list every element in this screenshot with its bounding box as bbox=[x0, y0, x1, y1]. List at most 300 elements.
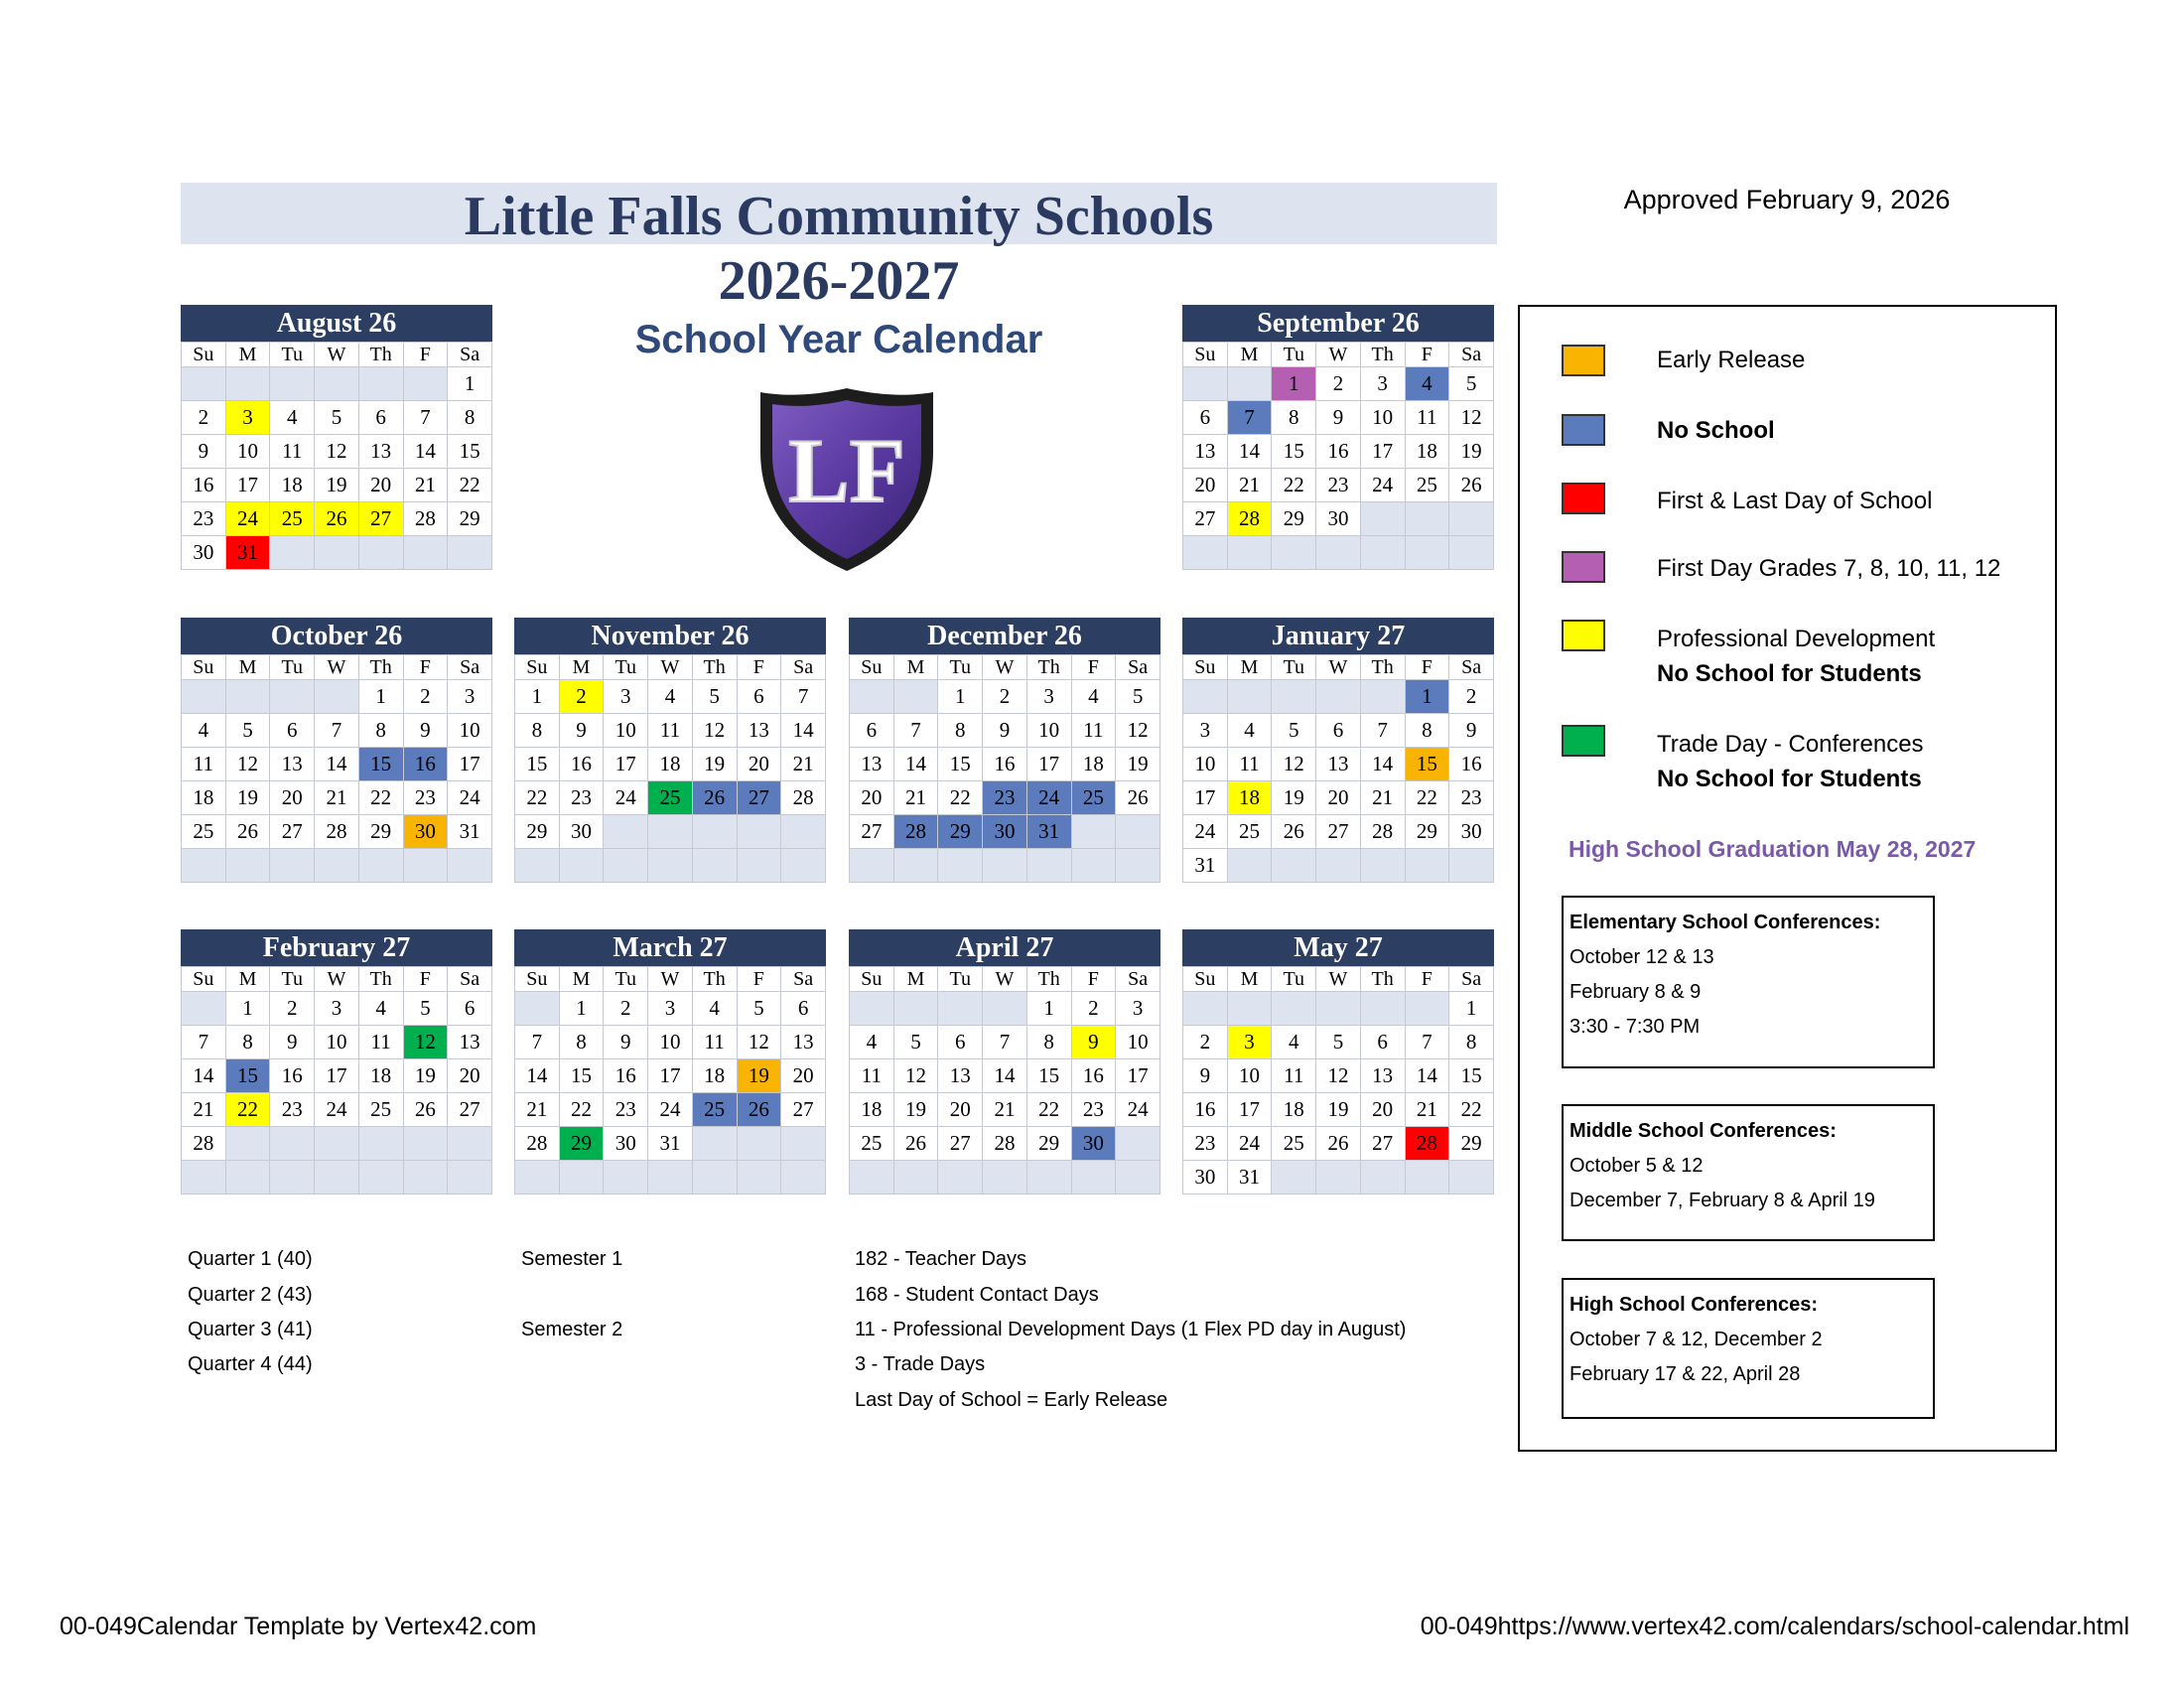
month-title: October 26 bbox=[181, 618, 492, 654]
day-cell: 25 bbox=[1227, 815, 1272, 849]
day-cell: 16 bbox=[1449, 748, 1494, 781]
day-cell: 20 bbox=[938, 1093, 983, 1127]
day-cell: 11 bbox=[692, 1026, 737, 1059]
empty-day-cell bbox=[358, 1161, 403, 1195]
weekday-header: M bbox=[893, 655, 938, 680]
empty-day-cell bbox=[1449, 502, 1494, 536]
day-cell: 9 bbox=[983, 714, 1027, 748]
weekday-header: Tu bbox=[270, 967, 315, 992]
empty-day-cell bbox=[225, 1127, 270, 1161]
month-title: February 27 bbox=[181, 929, 492, 966]
month-grid bbox=[1182, 654, 1494, 883]
day-cell: 7 bbox=[515, 1026, 560, 1059]
weekday-header: W bbox=[983, 655, 1027, 680]
day-cell: 3 bbox=[448, 680, 492, 714]
month-title: May 27 bbox=[1182, 929, 1494, 966]
empty-day-cell bbox=[559, 849, 604, 883]
high-school-conferences-title: High School Conferences: bbox=[1570, 1294, 1819, 1316]
quarter-2: Quarter 2 (43) bbox=[188, 1284, 313, 1306]
quarter-1: Quarter 1 (40) bbox=[188, 1248, 313, 1270]
legend-swatch-no-school bbox=[1562, 414, 1605, 446]
empty-day-cell bbox=[270, 849, 315, 883]
month-grid bbox=[1182, 966, 1494, 1195]
empty-day-cell bbox=[1183, 536, 1228, 570]
day-cell: 6 bbox=[850, 714, 894, 748]
month-grid bbox=[1182, 342, 1494, 570]
day-cell: 8 bbox=[938, 714, 983, 748]
day-cell: 8 bbox=[559, 1026, 604, 1059]
semester-1: Semester 1 bbox=[521, 1248, 623, 1270]
empty-day-cell bbox=[1183, 992, 1228, 1026]
weekday-header: Su bbox=[1183, 343, 1228, 367]
day-cell: 28 bbox=[1405, 1127, 1449, 1161]
day-cell: 30 bbox=[1449, 815, 1494, 849]
empty-day-cell bbox=[1360, 849, 1405, 883]
day-cell: 2 bbox=[983, 680, 1027, 714]
weekday-header: Th bbox=[358, 655, 403, 680]
month-title: January 27 bbox=[1182, 618, 1494, 654]
day-cell: 31 bbox=[1026, 815, 1071, 849]
day-cell: 1 bbox=[448, 367, 492, 401]
empty-day-cell bbox=[604, 849, 648, 883]
day-cell: 14 bbox=[983, 1059, 1027, 1093]
empty-day-cell bbox=[358, 367, 403, 401]
empty-day-cell bbox=[1071, 1161, 1116, 1195]
day-cell: 8 bbox=[1405, 714, 1449, 748]
day-cell: 6 bbox=[270, 714, 315, 748]
empty-day-cell bbox=[648, 849, 693, 883]
weekday-header: M bbox=[559, 967, 604, 992]
day-cell: 15 bbox=[938, 748, 983, 781]
day-cell: 22 bbox=[1449, 1093, 1494, 1127]
empty-day-cell bbox=[225, 367, 270, 401]
weekday-header: M bbox=[1227, 967, 1272, 992]
day-cell: 26 bbox=[692, 781, 737, 815]
day-cell: 4 bbox=[270, 401, 315, 435]
empty-day-cell bbox=[1183, 367, 1228, 401]
empty-day-cell bbox=[1405, 849, 1449, 883]
day-cell: 10 bbox=[448, 714, 492, 748]
weekday-header: Su bbox=[182, 343, 226, 367]
day-cell: 5 bbox=[737, 992, 781, 1026]
weekday-header: Su bbox=[1183, 655, 1228, 680]
day-cell: 3 bbox=[1116, 992, 1160, 1026]
empty-day-cell bbox=[1272, 536, 1316, 570]
month-calendar bbox=[514, 618, 826, 883]
day-cell: 25 bbox=[182, 815, 226, 849]
day-cell: 9 bbox=[1183, 1059, 1228, 1093]
empty-day-cell bbox=[893, 680, 938, 714]
day-cell: 20 bbox=[737, 748, 781, 781]
day-cell: 14 bbox=[1360, 748, 1405, 781]
footer-url: 00-049https://www.vertex42.com/calendars/school-calendar.html bbox=[1420, 1613, 2129, 1640]
weekday-header: Th bbox=[692, 655, 737, 680]
empty-day-cell bbox=[737, 849, 781, 883]
weekday-header: Sa bbox=[1449, 343, 1494, 367]
day-cell: 15 bbox=[559, 1059, 604, 1093]
empty-day-cell bbox=[692, 1127, 737, 1161]
weekday-header: M bbox=[1227, 343, 1272, 367]
empty-day-cell bbox=[515, 849, 560, 883]
day-cell: 11 bbox=[1071, 714, 1116, 748]
day-cell: 11 bbox=[1272, 1059, 1316, 1093]
day-cell: 29 bbox=[1026, 1127, 1071, 1161]
day-cell: 2 bbox=[182, 401, 226, 435]
empty-day-cell bbox=[983, 849, 1027, 883]
day-cell: 19 bbox=[1449, 435, 1494, 469]
day-cell: 12 bbox=[1116, 714, 1160, 748]
weekday-header: Su bbox=[182, 655, 226, 680]
month-calendar bbox=[181, 929, 492, 1195]
day-cell: 8 bbox=[515, 714, 560, 748]
day-cell: 13 bbox=[1360, 1059, 1405, 1093]
day-cell: 20 bbox=[850, 781, 894, 815]
weekday-header: W bbox=[315, 343, 359, 367]
weekday-header: W bbox=[1316, 967, 1361, 992]
day-cell: 1 bbox=[515, 680, 560, 714]
middle-conferences-line: October 5 & 12 bbox=[1570, 1155, 1704, 1177]
weekday-header: W bbox=[1316, 655, 1361, 680]
month-calendar bbox=[181, 305, 492, 570]
day-cell: 12 bbox=[893, 1059, 938, 1093]
day-cell: 16 bbox=[1183, 1093, 1228, 1127]
middle-conferences-line: December 7, February 8 & April 19 bbox=[1570, 1190, 1875, 1211]
month-calendar bbox=[514, 929, 826, 1195]
day-cell: 22 bbox=[1026, 1093, 1071, 1127]
empty-day-cell bbox=[270, 1127, 315, 1161]
elementary-conferences-title: Elementary School Conferences: bbox=[1570, 912, 1881, 933]
month-title: August 26 bbox=[181, 305, 492, 342]
day-cell: 3 bbox=[604, 680, 648, 714]
day-cell: 14 bbox=[781, 714, 826, 748]
weekday-header: Su bbox=[515, 967, 560, 992]
empty-day-cell bbox=[1405, 502, 1449, 536]
day-cell: 15 bbox=[1449, 1059, 1494, 1093]
day-cell: 16 bbox=[983, 748, 1027, 781]
middle-conferences-box bbox=[1562, 1104, 1935, 1241]
empty-day-cell bbox=[1116, 1161, 1160, 1195]
day-cell: 30 bbox=[604, 1127, 648, 1161]
day-cell: 30 bbox=[403, 815, 448, 849]
empty-day-cell bbox=[737, 1161, 781, 1195]
calendar-subtitle: School Year Calendar bbox=[634, 318, 1043, 361]
day-cell: 17 bbox=[1227, 1093, 1272, 1127]
day-cell: 6 bbox=[781, 992, 826, 1026]
day-cell: 1 bbox=[225, 992, 270, 1026]
month-calendar bbox=[1182, 929, 1494, 1195]
day-cell: 31 bbox=[448, 815, 492, 849]
day-cell: 2 bbox=[270, 992, 315, 1026]
empty-day-cell bbox=[403, 849, 448, 883]
weekday-header: Su bbox=[850, 655, 894, 680]
day-cell: 15 bbox=[358, 748, 403, 781]
legend-swatch-first-day-grades bbox=[1562, 551, 1605, 583]
day-cell: 12 bbox=[737, 1026, 781, 1059]
day-cell: 14 bbox=[515, 1059, 560, 1093]
empty-day-cell bbox=[403, 1127, 448, 1161]
day-cell: 24 bbox=[604, 781, 648, 815]
day-cell: 21 bbox=[983, 1093, 1027, 1127]
weekday-header: M bbox=[225, 343, 270, 367]
day-cell: 19 bbox=[403, 1059, 448, 1093]
day-cell: 6 bbox=[1316, 714, 1361, 748]
day-cell: 12 bbox=[1316, 1059, 1361, 1093]
day-cell: 4 bbox=[692, 992, 737, 1026]
empty-day-cell bbox=[781, 815, 826, 849]
day-cell: 27 bbox=[1316, 815, 1361, 849]
weekday-header: W bbox=[315, 655, 359, 680]
day-cell: 1 bbox=[1272, 367, 1316, 401]
day-cell: 13 bbox=[737, 714, 781, 748]
month-grid bbox=[181, 654, 492, 883]
day-cell: 29 bbox=[1449, 1127, 1494, 1161]
day-cell: 28 bbox=[781, 781, 826, 815]
day-cell: 15 bbox=[225, 1059, 270, 1093]
day-cell: 17 bbox=[648, 1059, 693, 1093]
day-cell: 17 bbox=[448, 748, 492, 781]
day-cell: 9 bbox=[270, 1026, 315, 1059]
empty-day-cell bbox=[225, 680, 270, 714]
day-cell: 10 bbox=[1116, 1026, 1160, 1059]
day-cell: 21 bbox=[1227, 469, 1272, 502]
day-cell: 23 bbox=[1316, 469, 1361, 502]
day-cell: 21 bbox=[781, 748, 826, 781]
day-cell: 10 bbox=[225, 435, 270, 469]
empty-day-cell bbox=[1449, 849, 1494, 883]
empty-day-cell bbox=[781, 1161, 826, 1195]
empty-day-cell bbox=[315, 680, 359, 714]
day-cell: 23 bbox=[1449, 781, 1494, 815]
day-cell: 18 bbox=[270, 469, 315, 502]
elementary-conferences-line: October 12 & 13 bbox=[1570, 946, 1714, 968]
day-cell: 19 bbox=[1272, 781, 1316, 815]
day-cell: 25 bbox=[1405, 469, 1449, 502]
weekday-header: Tu bbox=[1272, 655, 1316, 680]
empty-day-cell bbox=[515, 992, 560, 1026]
weekday-header: Th bbox=[1360, 967, 1405, 992]
day-cell: 21 bbox=[893, 781, 938, 815]
day-cell: 4 bbox=[1071, 680, 1116, 714]
weekday-header: M bbox=[559, 655, 604, 680]
semester-2: Semester 2 bbox=[521, 1319, 623, 1340]
empty-day-cell bbox=[1360, 536, 1405, 570]
month-title: March 27 bbox=[514, 929, 826, 966]
month-grid bbox=[514, 966, 826, 1195]
empty-day-cell bbox=[1183, 680, 1228, 714]
empty-day-cell bbox=[781, 1127, 826, 1161]
day-cell: 13 bbox=[938, 1059, 983, 1093]
day-cell: 7 bbox=[315, 714, 359, 748]
month-title: April 27 bbox=[849, 929, 1160, 966]
day-cell: 22 bbox=[559, 1093, 604, 1127]
day-cell: 20 bbox=[1360, 1093, 1405, 1127]
day-cell: 12 bbox=[315, 435, 359, 469]
weekday-header: Tu bbox=[604, 655, 648, 680]
empty-day-cell bbox=[1272, 1161, 1316, 1195]
legend-swatch-professional-development bbox=[1562, 620, 1605, 651]
empty-day-cell bbox=[692, 849, 737, 883]
day-cell: 5 bbox=[1316, 1026, 1361, 1059]
empty-day-cell bbox=[1116, 849, 1160, 883]
day-cell: 14 bbox=[403, 435, 448, 469]
month-grid bbox=[181, 342, 492, 570]
empty-day-cell bbox=[270, 1161, 315, 1195]
day-cell: 14 bbox=[893, 748, 938, 781]
elementary-conferences-line: 3:30 - 7:30 PM bbox=[1570, 1016, 1701, 1038]
empty-day-cell bbox=[1227, 680, 1272, 714]
day-cell: 11 bbox=[1227, 748, 1272, 781]
day-cell: 6 bbox=[448, 992, 492, 1026]
day-cell: 19 bbox=[692, 748, 737, 781]
empty-day-cell bbox=[1360, 992, 1405, 1026]
empty-day-cell bbox=[1272, 680, 1316, 714]
empty-day-cell bbox=[182, 1161, 226, 1195]
trade-days: 3 - Trade Days bbox=[855, 1353, 986, 1375]
day-cell: 3 bbox=[648, 992, 693, 1026]
day-cell: 29 bbox=[559, 1127, 604, 1161]
day-cell: 9 bbox=[1071, 1026, 1116, 1059]
empty-day-cell bbox=[1071, 815, 1116, 849]
day-cell: 11 bbox=[1405, 401, 1449, 435]
day-cell: 10 bbox=[1360, 401, 1405, 435]
empty-day-cell bbox=[1316, 680, 1361, 714]
day-cell: 11 bbox=[270, 435, 315, 469]
day-cell: 24 bbox=[1026, 781, 1071, 815]
day-cell: 24 bbox=[1116, 1093, 1160, 1127]
empty-day-cell bbox=[938, 992, 983, 1026]
day-cell: 17 bbox=[1360, 435, 1405, 469]
day-cell: 3 bbox=[1227, 1026, 1272, 1059]
day-cell: 12 bbox=[1272, 748, 1316, 781]
day-cell: 25 bbox=[1272, 1127, 1316, 1161]
day-cell: 15 bbox=[1272, 435, 1316, 469]
empty-day-cell bbox=[182, 849, 226, 883]
weekday-header: Sa bbox=[781, 655, 826, 680]
day-cell: 30 bbox=[983, 815, 1027, 849]
student-contact-days: 168 - Student Contact Days bbox=[855, 1284, 1099, 1306]
day-cell: 7 bbox=[182, 1026, 226, 1059]
empty-day-cell bbox=[1116, 815, 1160, 849]
day-cell: 12 bbox=[403, 1026, 448, 1059]
day-cell: 16 bbox=[604, 1059, 648, 1093]
day-cell: 21 bbox=[515, 1093, 560, 1127]
empty-day-cell bbox=[1405, 536, 1449, 570]
day-cell: 31 bbox=[1227, 1161, 1272, 1195]
day-cell: 13 bbox=[781, 1026, 826, 1059]
day-cell: 28 bbox=[983, 1127, 1027, 1161]
month-title: December 26 bbox=[849, 618, 1160, 654]
empty-day-cell bbox=[1026, 849, 1071, 883]
day-cell: 23 bbox=[1183, 1127, 1228, 1161]
day-cell: 15 bbox=[448, 435, 492, 469]
day-cell: 30 bbox=[182, 536, 226, 570]
day-cell: 28 bbox=[1227, 502, 1272, 536]
day-cell: 25 bbox=[648, 781, 693, 815]
day-cell: 26 bbox=[737, 1093, 781, 1127]
day-cell: 8 bbox=[1026, 1026, 1071, 1059]
empty-day-cell bbox=[1316, 536, 1361, 570]
empty-day-cell bbox=[182, 367, 226, 401]
weekday-header: F bbox=[403, 655, 448, 680]
empty-day-cell bbox=[1071, 849, 1116, 883]
day-cell: 12 bbox=[692, 714, 737, 748]
weekday-header: Tu bbox=[270, 655, 315, 680]
day-cell: 24 bbox=[1227, 1127, 1272, 1161]
day-cell: 31 bbox=[1183, 849, 1228, 883]
day-cell: 4 bbox=[182, 714, 226, 748]
day-cell: 26 bbox=[1116, 781, 1160, 815]
empty-day-cell bbox=[315, 367, 359, 401]
day-cell: 2 bbox=[1316, 367, 1361, 401]
empty-day-cell bbox=[938, 849, 983, 883]
day-cell: 19 bbox=[225, 781, 270, 815]
day-cell: 22 bbox=[1405, 781, 1449, 815]
weekday-header: M bbox=[225, 967, 270, 992]
day-cell: 2 bbox=[1449, 680, 1494, 714]
day-cell: 18 bbox=[648, 748, 693, 781]
weekday-header: Tu bbox=[1272, 967, 1316, 992]
month-calendar bbox=[1182, 305, 1494, 570]
day-cell: 19 bbox=[1316, 1093, 1361, 1127]
quarter-4: Quarter 4 (44) bbox=[188, 1353, 313, 1375]
weekday-header: Tu bbox=[1272, 343, 1316, 367]
day-cell: 27 bbox=[850, 815, 894, 849]
day-cell: 5 bbox=[1116, 680, 1160, 714]
weekday-header: Th bbox=[1360, 343, 1405, 367]
day-cell: 13 bbox=[448, 1026, 492, 1059]
day-cell: 25 bbox=[1071, 781, 1116, 815]
empty-day-cell bbox=[403, 536, 448, 570]
day-cell: 30 bbox=[559, 815, 604, 849]
logo-text: LF bbox=[788, 420, 905, 521]
day-cell: 28 bbox=[1360, 815, 1405, 849]
day-cell: 2 bbox=[1071, 992, 1116, 1026]
day-cell: 29 bbox=[448, 502, 492, 536]
legend-swatch-early-release bbox=[1562, 345, 1605, 376]
day-cell: 6 bbox=[1183, 401, 1228, 435]
empty-day-cell bbox=[1316, 849, 1361, 883]
empty-day-cell bbox=[850, 1161, 894, 1195]
day-cell: 1 bbox=[1449, 992, 1494, 1026]
day-cell: 18 bbox=[1272, 1093, 1316, 1127]
weekday-header: Sa bbox=[448, 655, 492, 680]
day-cell: 14 bbox=[315, 748, 359, 781]
empty-day-cell bbox=[448, 849, 492, 883]
empty-day-cell bbox=[1360, 502, 1405, 536]
empty-day-cell bbox=[225, 849, 270, 883]
day-cell: 1 bbox=[358, 680, 403, 714]
day-cell: 28 bbox=[182, 1127, 226, 1161]
day-cell: 10 bbox=[1227, 1059, 1272, 1093]
day-cell: 30 bbox=[1071, 1127, 1116, 1161]
day-cell: 17 bbox=[225, 469, 270, 502]
weekday-header: F bbox=[1071, 655, 1116, 680]
day-cell: 11 bbox=[182, 748, 226, 781]
day-cell: 6 bbox=[737, 680, 781, 714]
empty-day-cell bbox=[270, 680, 315, 714]
high-school-conferences-line: February 17 & 22, April 28 bbox=[1570, 1363, 1801, 1385]
day-cell: 27 bbox=[1360, 1127, 1405, 1161]
legend-no-school: No School bbox=[1657, 417, 1775, 444]
day-cell: 12 bbox=[1449, 401, 1494, 435]
weekday-header: W bbox=[648, 967, 693, 992]
day-cell: 9 bbox=[1449, 714, 1494, 748]
quarter-3: Quarter 3 (41) bbox=[188, 1319, 313, 1340]
day-cell: 30 bbox=[1316, 502, 1361, 536]
legend-swatch-first-last bbox=[1562, 483, 1605, 514]
day-cell: 20 bbox=[781, 1059, 826, 1093]
weekday-header: Sa bbox=[1449, 967, 1494, 992]
